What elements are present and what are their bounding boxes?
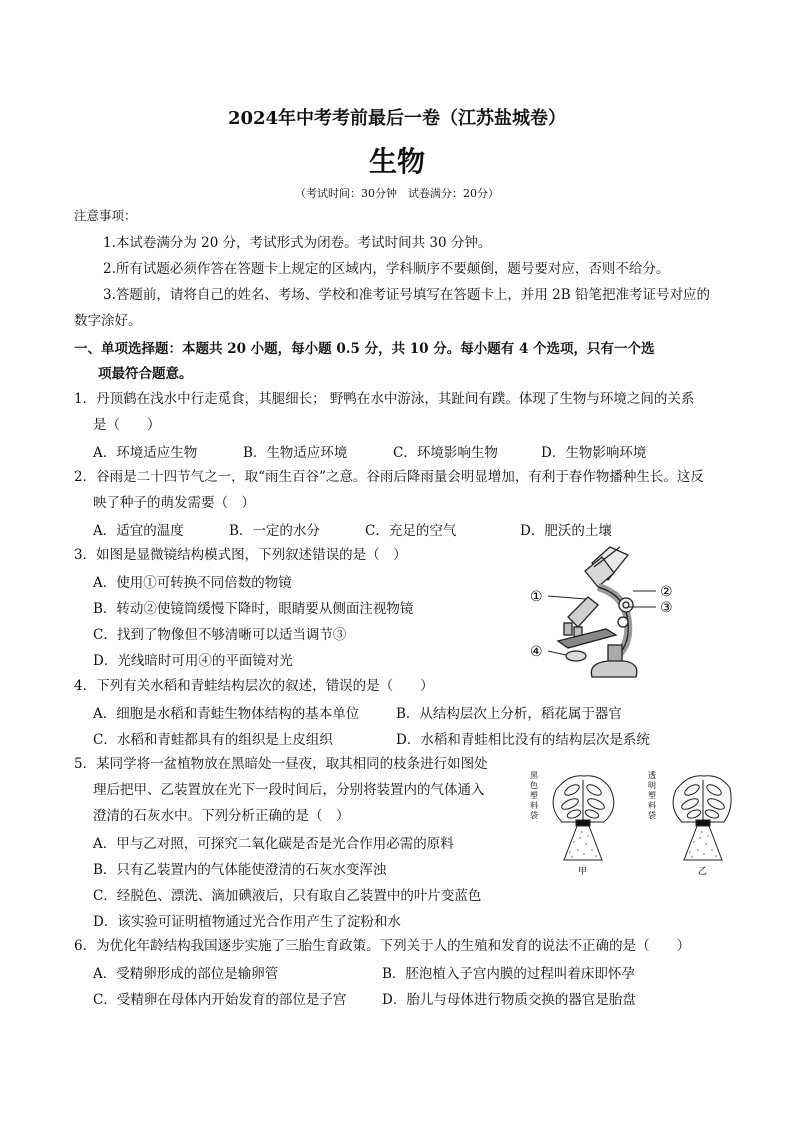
left-bag-char-4: 料 xyxy=(530,801,538,810)
note-1: 1.本试卷满分为 20 分，考试形式为闭卷。考试时间共 30 分钟。 xyxy=(103,235,492,251)
q5-stem: 5．某同学将一盆植物放在黑暗处一昼夜，取其相同的枝条进行如图处 xyxy=(74,756,488,772)
section-heading: 一、单项选择题：本题共 20 小题，每小题 0.5 分，共 10 分。每小题有 4 个选项，只有一个选 xyxy=(74,341,655,357)
q5-option-a[interactable]: A．甲与乙对照，可探究二氧化碳是否是光合作用必需的原料 xyxy=(93,836,454,852)
q5-option-d[interactable]: D．该实验可证明植物通过光合作用产生了淀粉和水 xyxy=(93,914,401,930)
q3-stem: 3．如图是显微镜结构模式图，下列叙述错误的是（ ） xyxy=(74,547,407,563)
microscope-label-1: ① xyxy=(530,589,543,605)
q5-option-c[interactable]: C．经脱色、漂洗、滴加碘液后，只有取自乙装置中的叶片变蓝色 xyxy=(93,888,482,904)
q1-stem-cont: 是（ ） xyxy=(93,417,161,433)
microscope-figure xyxy=(528,545,698,690)
left-bag-char-1: 黑 xyxy=(530,771,538,780)
q4-option-b[interactable]: B．从结构层次上分析，稻花属于器官 xyxy=(396,706,622,722)
figure-caption-jia: 甲 xyxy=(578,867,588,877)
figure-caption-yi: 乙 xyxy=(698,867,708,877)
right-bag-char-4: 料 xyxy=(648,801,656,810)
left-bag-char-3: 塑 xyxy=(530,791,538,800)
q2-stem-cont: 映了种子的萌发需要（ ） xyxy=(93,495,255,511)
microscope-label-2: ② xyxy=(660,584,673,600)
exam-meta: （考试时间：30分钟 试卷满分：20分） xyxy=(295,187,499,200)
q3-option-d[interactable]: D．光线暗时可用④的平面镜对光 xyxy=(93,653,293,669)
q4-option-a[interactable]: A．细胞是水稻和青蛙生物体结构的基本单位 xyxy=(93,706,360,722)
exam-title: 2024年中考考前最后一卷（江苏盐城卷） xyxy=(227,108,567,129)
q1-stem: 1．丹顶鹤在浅水中行走觅食，其腿细长； 野鸭在水中游泳，其趾间有蹼。体现了生物与环境之间的关系 xyxy=(74,391,695,407)
right-bag-char-1: 透 xyxy=(648,771,656,780)
section-heading-cont: 项最符合题意。 xyxy=(98,366,193,382)
q1-option-a[interactable]: A．环境适应生物 xyxy=(93,445,198,461)
plant-experiment-figure xyxy=(524,768,734,880)
q2-option-d[interactable]: D．肥沃的土壤 xyxy=(520,523,612,539)
microscope-label-3: ③ xyxy=(660,600,673,616)
right-bag-char-5: 袋 xyxy=(648,811,656,820)
q1-option-b[interactable]: B．生物适应环境 xyxy=(243,445,348,461)
note-3-cont: 数字涂好。 xyxy=(74,313,142,329)
q6-option-d[interactable]: D．胎儿与母体进行物质交换的器官是胎盘 xyxy=(382,992,636,1008)
q2-option-b[interactable]: B．一定的水分 xyxy=(229,523,320,539)
q3-option-a[interactable]: A．使用①可转换不同倍数的物镜 xyxy=(93,575,292,591)
q5-stem-cont-2: 澄清的石灰水中。下列分析正确的是（ ） xyxy=(93,808,350,824)
q5-stem-cont-1: 理后把甲、乙装置放在光下一段时间后，分别将装置内的气体通入 xyxy=(93,782,485,798)
q6-option-b[interactable]: B．胚泡植入子宫内膜的过程叫着床即怀孕 xyxy=(382,966,635,982)
microscope-label-4: ④ xyxy=(530,644,543,660)
q6-option-a[interactable]: A．受精卵形成的部位是输卵管 xyxy=(93,966,279,982)
note-2: 2.所有试题必须作答在答题卡上规定的区域内，学科顺序不要颠倒，题号要对应，否则不给分。 xyxy=(103,261,670,277)
q2-stem: 2．谷雨是二十四节气之一，取“雨生百谷”之意。谷雨后降雨量会明显增加，有利于春作物播种生长。这反 xyxy=(74,469,704,485)
q4-stem: 4．下列有关水稻和青蛙结构层次的叙述，错误的是（ ） xyxy=(74,678,434,694)
subject-title: 生物 xyxy=(368,145,425,178)
q3-option-c[interactable]: C．找到了物像但不够清晰可以适当调节③ xyxy=(93,627,347,643)
q4-option-d[interactable]: D．水稻和青蛙相比没有的结构层次是系统 xyxy=(396,732,650,748)
notes-heading: 注意事项： xyxy=(74,208,137,223)
q3-option-b[interactable]: B．转动②使镜筒缓慢下降时，眼睛要从侧面注视物镜 xyxy=(93,601,414,617)
q2-option-a[interactable]: A．适宜的温度 xyxy=(93,523,184,539)
q5-option-b[interactable]: B．只有乙装置内的气体能使澄清的石灰水变浑浊 xyxy=(93,862,387,878)
left-bag-char-2: 色 xyxy=(530,781,538,790)
q6-stem: 6．为优化年龄结构我国逐步实施了三胎生育政策。下列关于人的生殖和发育的说法不正确的是（ ） xyxy=(74,938,691,954)
right-bag-char-3: 塑 xyxy=(648,791,656,800)
note-3: 3.答题前，请将自己的姓名、考场、学校和准考证号填写在答题卡上，并用 2B 铅笔把准考证号对应的 xyxy=(103,287,710,303)
q1-option-d[interactable]: D．生物影响环境 xyxy=(541,445,647,461)
q2-option-c[interactable]: C．充足的空气 xyxy=(365,523,457,539)
q1-option-c[interactable]: C．环境影响生物 xyxy=(393,445,498,461)
q4-option-c[interactable]: C．水稻和青蛙都具有的组织是上皮组织 xyxy=(93,732,333,748)
q6-option-c[interactable]: C．受精卵在母体内开始发育的部位是子宫 xyxy=(93,992,347,1008)
left-bag-char-5: 袋 xyxy=(530,811,538,820)
right-bag-char-2: 明 xyxy=(648,781,656,790)
